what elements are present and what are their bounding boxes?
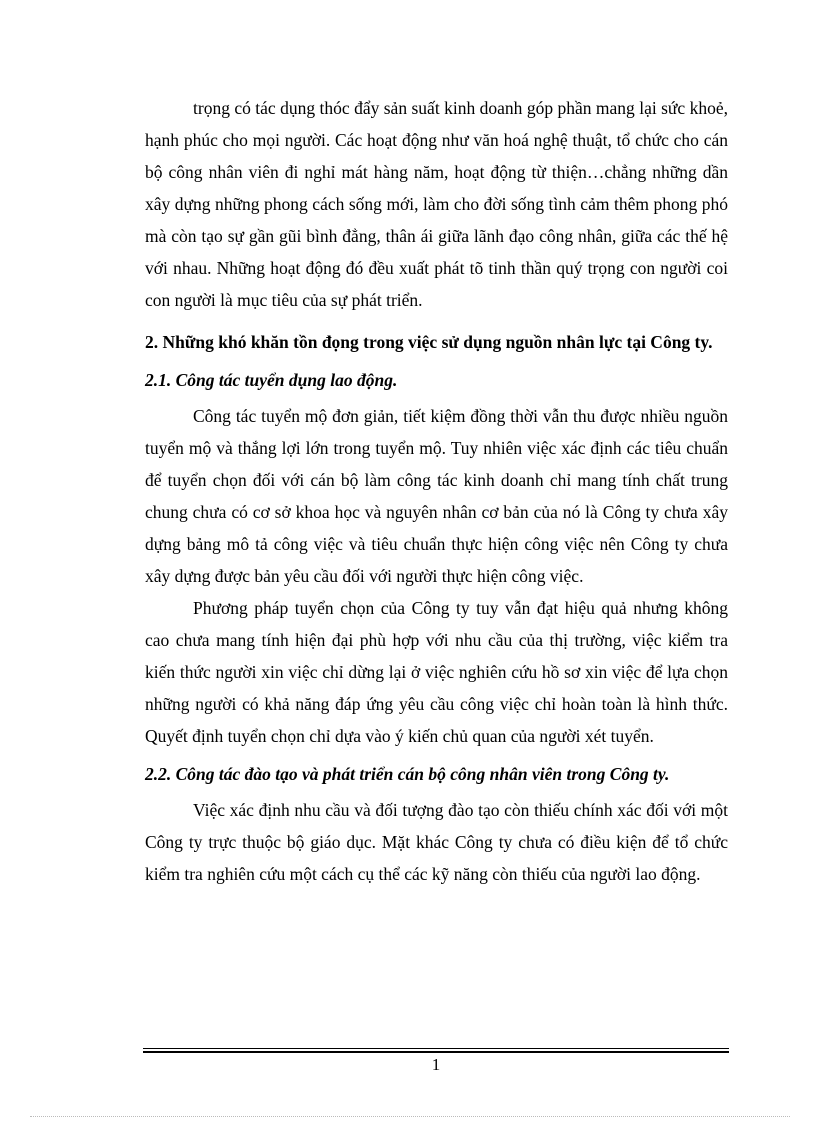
paragraph: trọng có tác dụng thóc đẩy sản suất kinh doanh góp phần mang lại sức khoẻ, hạnh phúc cho mọi người. Các hoạt động như văn hoá nghệ thuật, tổ chức cho cán bộ công nhân viên đi nghỉ mát hàng năm, hoạt động từ thiện…chẳng những dần xây dựng những phong cách sống mới, làm cho đời sống tình cảm thêm phong phó mà còn tạo sự gần gũi bình đẳng, thân ái giữa lãnh đạo công nhân, giữa các thế hệ với nhau. Những hoạt động đó đều xuất phát tõ tinh thần quý trọng con người coi con người là mục tiêu của sự phát triển.: [145, 98, 728, 310]
footer-rule-thick: [143, 1051, 729, 1053]
section-heading-2-2: 2.2. Công tác đào tạo và phát triển cán bộ công nhân viên trong Công ty.: [145, 764, 670, 784]
footer-rule: [143, 1048, 729, 1053]
footer-rule-thin: [143, 1048, 729, 1049]
paragraph: Công tác tuyển mộ đơn giản, tiết kiệm đồng thời vẫn thu được nhiều nguồn tuyển mộ và thắng lợi lớn trong tuyển mộ. Tuy nhiên việc xác định các tiêu chuẩn để tuyển chọn đối với cán bộ làm công tác kinh doanh chỉ mang tính chất trung chung chưa có cơ sở khoa học và nguyên nhân cơ bản của nó là Công ty chưa xây dựng bảng mô tả công việc và tiêu chuẩn thực hiện công việc nên Công ty chưa xây dựng được bản yêu cầu đối với người thực hiện công việc.: [145, 406, 728, 586]
section-heading-2-1: 2.1. Công tác tuyển dụng lao động.: [145, 370, 398, 390]
paragraph: Phương pháp tuyển chọn của Công ty tuy vẫn đạt hiệu quả nhưng không cao chưa mang tính hiện đại phù hợp với nhu cầu của thị trường, việc kiểm tra kiến thức người xin việc chỉ dừng lại ở việc nghiên cứu hồ sơ xin việc để lựa chọn những người có khả năng đáp ứng yêu cầu công việc chỉ hoàn toàn là hình thức. Quyết định tuyển chọn chỉ dựa vào ý kiến chủ quan của người xét tuyển.: [145, 598, 728, 746]
section-heading-2: 2. Những khó khăn tồn đọng trong việc sử dụng nguồn nhân lực tại Công ty.: [145, 332, 713, 352]
page-edge-divider: [30, 1116, 790, 1117]
document-body: [145, 92, 728, 890]
paragraph: Việc xác định nhu cầu và đối tượng đào tạo còn thiếu chính xác đối với một Công ty trực thuộc bộ giáo dục. Mặt khác Công ty chưa có điều kiện để tổ chức kiểm tra nghiên cứu một cách cụ thể các kỹ năng còn thiếu của người lao động.: [145, 800, 728, 884]
page-number: 1: [431, 1055, 441, 1074]
